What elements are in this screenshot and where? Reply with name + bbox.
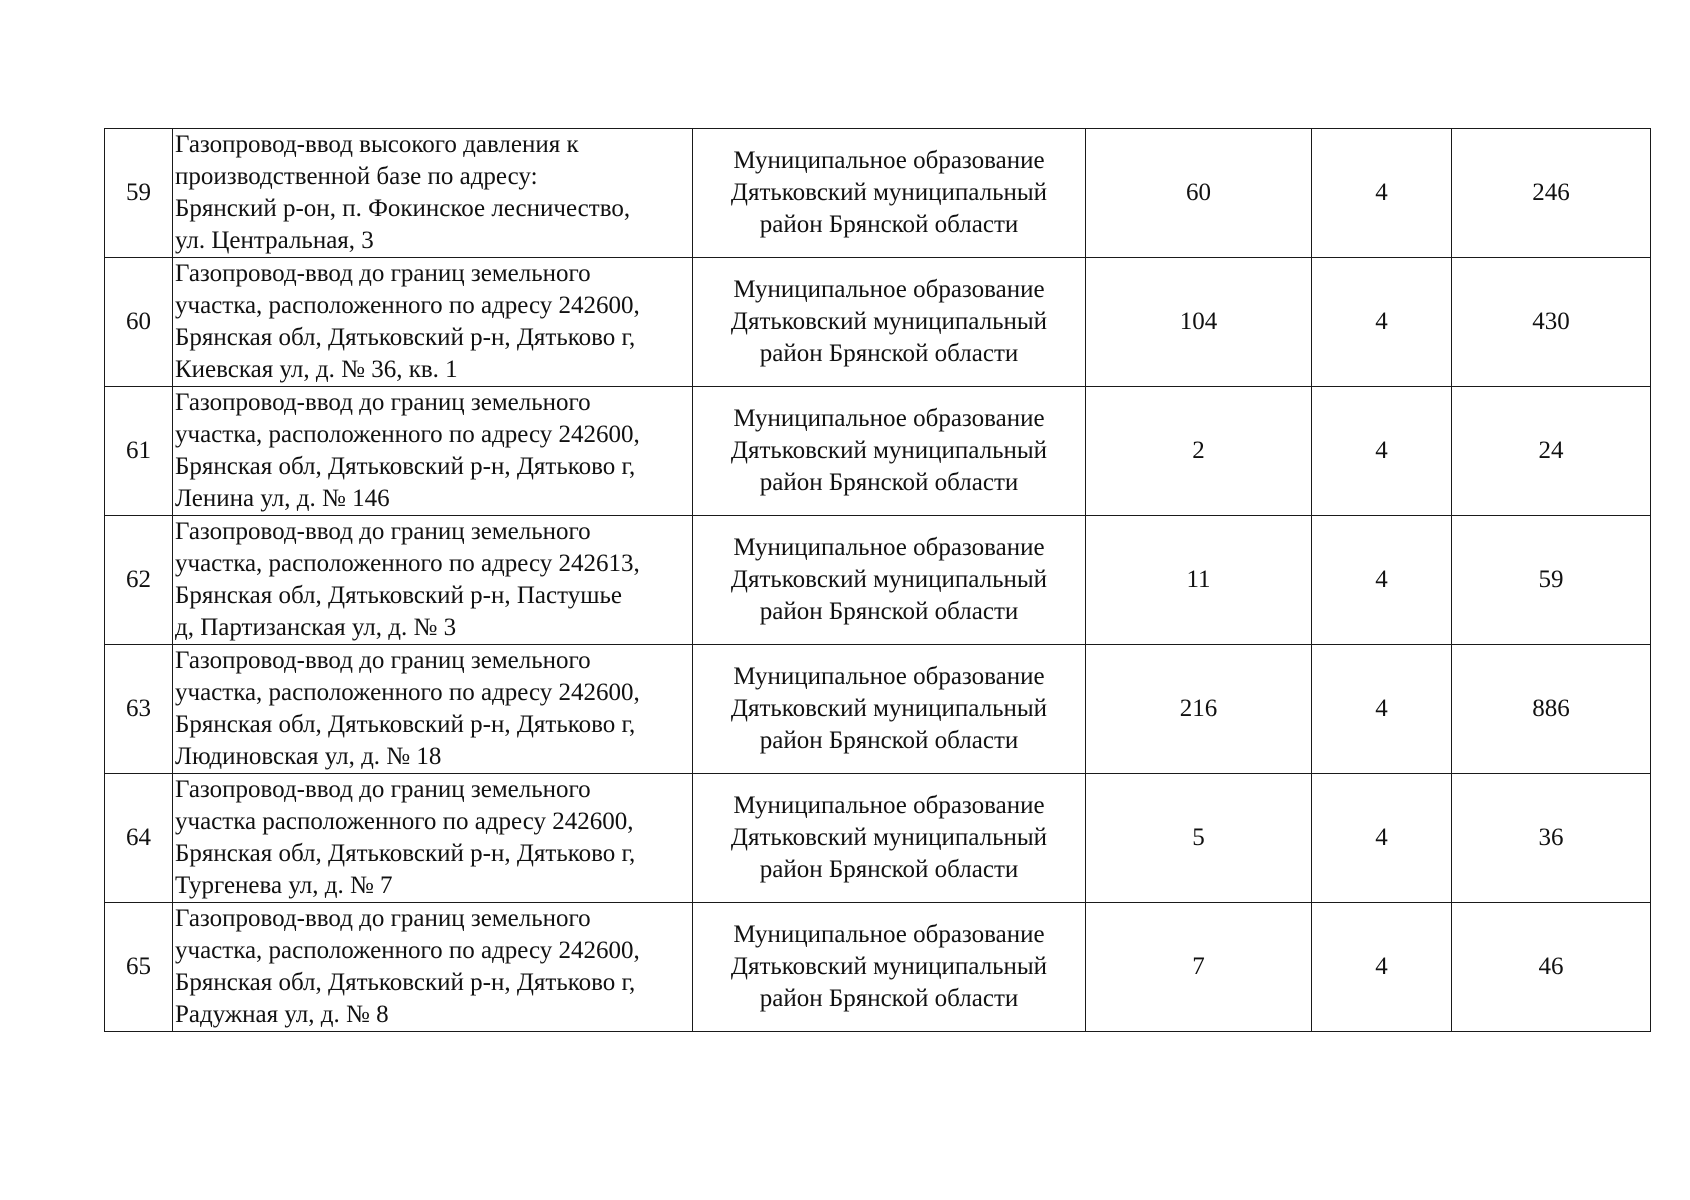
row-number: 62 xyxy=(105,516,173,645)
object-name: Газопровод-ввод до границ земельного участка, расположенного по адресу 242600, Брянская обл, Дятьковский р-н, Дятьково г, Ленина ул, д. № 146 xyxy=(173,387,693,516)
amount-value: 886 xyxy=(1452,645,1651,774)
category-value: 4 xyxy=(1312,258,1452,387)
object-name: Газопровод-ввод до границ земельного участка расположенного по адресу 242600, Брянская обл, Дятьковский р-н, Дятьково г, Тургенева ул, д. № 7 xyxy=(173,774,693,903)
row-number: 63 xyxy=(105,645,173,774)
owner: Муниципальное образование Дятьковский муниципальный район Брянской области xyxy=(693,516,1086,645)
amount-value: 46 xyxy=(1452,903,1651,1032)
length-value: 216 xyxy=(1086,645,1312,774)
category-value: 4 xyxy=(1312,516,1452,645)
length-value: 104 xyxy=(1086,258,1312,387)
amount-value: 24 xyxy=(1452,387,1651,516)
category-value: 4 xyxy=(1312,645,1452,774)
row-number: 59 xyxy=(105,129,173,258)
owner: Муниципальное образование Дятьковский муниципальный район Брянской области xyxy=(693,129,1086,258)
row-number: 60 xyxy=(105,258,173,387)
table-row xyxy=(105,774,1651,903)
object-name: Газопровод-ввод до границ земельного участка, расположенного по адресу 242600, Брянская обл, Дятьковский р-н, Дятьково г, Людиновская ул, д. № 18 xyxy=(173,645,693,774)
owner: Муниципальное образование Дятьковский муниципальный район Брянской области xyxy=(693,645,1086,774)
length-value: 60 xyxy=(1086,129,1312,258)
owner: Муниципальное образование Дятьковский муниципальный район Брянской области xyxy=(693,903,1086,1032)
amount-value: 430 xyxy=(1452,258,1651,387)
table-row xyxy=(105,387,1651,516)
owner: Муниципальное образование Дятьковский муниципальный район Брянской области xyxy=(693,387,1086,516)
amount-value: 36 xyxy=(1452,774,1651,903)
category-value: 4 xyxy=(1312,387,1452,516)
table-row xyxy=(105,516,1651,645)
object-name: Газопровод-ввод до границ земельного участка, расположенного по адресу 242613, Брянская обл, Дятьковский р-н, Пастушье д, Партизанская ул, д. № 3 xyxy=(173,516,693,645)
row-number: 61 xyxy=(105,387,173,516)
row-number: 65 xyxy=(105,903,173,1032)
category-value: 4 xyxy=(1312,903,1452,1032)
object-name: Газопровод-ввод высокого давления к производственной базе по адресу: Брянский р-он, п. Фокинское лесничество, ул. Центральная, 3 xyxy=(173,129,693,258)
object-name: Газопровод-ввод до границ земельного участка, расположенного по адресу 242600, Брянская обл, Дятьковский р-н, Дятьково г, Радужная ул, д. № 8 xyxy=(173,903,693,1032)
table-row xyxy=(105,129,1651,258)
gas-pipeline-table xyxy=(104,128,1651,1032)
amount-value: 246 xyxy=(1452,129,1651,258)
category-value: 4 xyxy=(1312,129,1452,258)
object-name: Газопровод-ввод до границ земельного участка, расположенного по адресу 242600, Брянская обл, Дятьковский р-н, Дятьково г, Киевская ул, д. № 36, кв. 1 xyxy=(173,258,693,387)
length-value: 2 xyxy=(1086,387,1312,516)
table-row xyxy=(105,258,1651,387)
length-value: 11 xyxy=(1086,516,1312,645)
row-number: 64 xyxy=(105,774,173,903)
table-row xyxy=(105,903,1651,1032)
owner: Муниципальное образование Дятьковский муниципальный район Брянской области xyxy=(693,258,1086,387)
length-value: 7 xyxy=(1086,903,1312,1032)
owner: Муниципальное образование Дятьковский муниципальный район Брянской области xyxy=(693,774,1086,903)
length-value: 5 xyxy=(1086,774,1312,903)
table-row xyxy=(105,645,1651,774)
amount-value: 59 xyxy=(1452,516,1651,645)
category-value: 4 xyxy=(1312,774,1452,903)
